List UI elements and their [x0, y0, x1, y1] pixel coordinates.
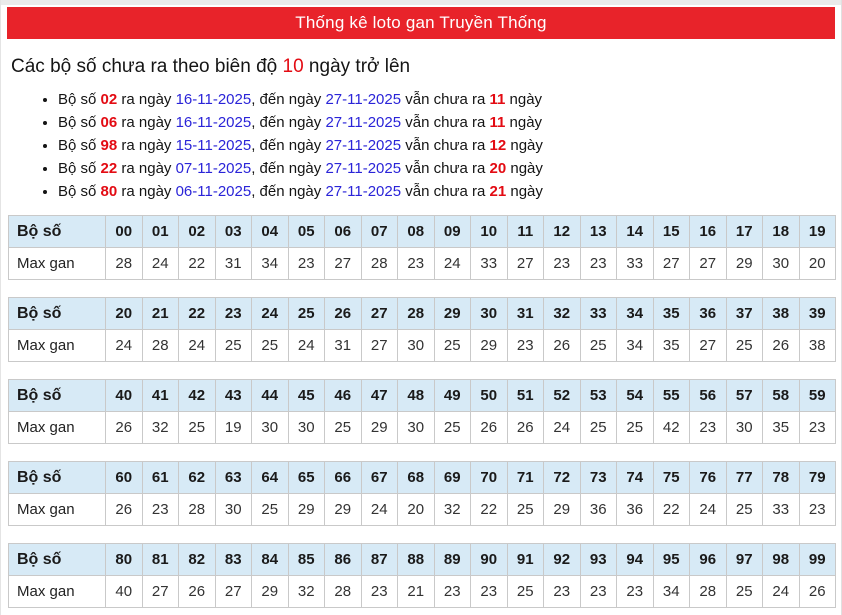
max-gan-value-cell: 32	[434, 494, 471, 526]
bullet-text-p4: vẫn chưa ra	[401, 91, 490, 108]
bo-so-number-cell: 47	[361, 380, 398, 412]
subtitle-prefix: Các bộ số chưa ra theo biên độ	[11, 56, 283, 77]
bo-so-number-cell: 60	[106, 462, 143, 494]
max-gan-value-row	[9, 576, 836, 608]
max-gan-value-cell: 24	[142, 248, 179, 280]
max-gan-value-cell: 27	[690, 330, 727, 362]
max-gan-value-cell: 26	[106, 412, 143, 444]
gan-to-date-link[interactable]: 27-11-2025	[325, 160, 402, 177]
max-gan-value-cell: 23	[580, 248, 617, 280]
max-gan-value-cell: 31	[215, 248, 252, 280]
max-gan-value-cell: 27	[325, 248, 362, 280]
gan-from-date-link[interactable]: 16-11-2025	[175, 91, 252, 108]
gan-number: 06	[100, 114, 118, 131]
max-gan-value-cell: 23	[544, 248, 581, 280]
max-gan-row-label: Max gan	[9, 494, 106, 526]
max-gan-value-cell: 25	[325, 412, 362, 444]
gan-days-count: 11	[489, 114, 506, 131]
gan-to-date-link[interactable]: 27-11-2025	[325, 114, 402, 131]
bullet-text-p3: , đến ngày	[251, 114, 326, 131]
bo-so-number-cell: 25	[288, 298, 325, 330]
max-gan-value-cell: 26	[544, 330, 581, 362]
gan-number: 02	[100, 91, 118, 108]
max-gan-value-cell: 20	[799, 248, 836, 280]
bo-so-number-cell: 23	[215, 298, 252, 330]
max-gan-value-cell: 32	[142, 412, 179, 444]
max-gan-value-cell: 25	[726, 576, 763, 608]
bo-so-number-cell: 44	[252, 380, 289, 412]
bo-so-number-cell: 99	[799, 544, 836, 576]
bo-so-number-cell: 34	[617, 298, 654, 330]
bo-so-number-cell: 16	[690, 216, 727, 248]
bo-so-number-cell: 52	[544, 380, 581, 412]
max-gan-value-cell: 23	[471, 576, 508, 608]
bo-so-number-cell: 13	[580, 216, 617, 248]
gan-days-count: 20	[489, 160, 507, 177]
bo-so-number-cell: 37	[726, 298, 763, 330]
bo-so-number-cell: 24	[252, 298, 289, 330]
max-gan-value-cell: 23	[434, 576, 471, 608]
bo-so-number-cell: 96	[690, 544, 727, 576]
bo-so-number-cell: 14	[617, 216, 654, 248]
max-gan-value-cell: 24	[544, 412, 581, 444]
max-gan-value-cell: 24	[763, 576, 800, 608]
gan-days-count: 21	[489, 183, 507, 200]
max-gan-table	[8, 379, 836, 444]
gan-from-date-link[interactable]: 06-11-2025	[175, 183, 252, 200]
bullet-text-p3: , đến ngày	[251, 183, 326, 200]
bo-so-corner-cell: Bộ số	[9, 216, 106, 248]
bo-so-number-cell: 41	[142, 380, 179, 412]
bo-so-number-cell: 83	[215, 544, 252, 576]
max-gan-table	[8, 461, 836, 526]
bo-so-number-cell: 11	[507, 216, 544, 248]
max-gan-value-cell: 23	[580, 576, 617, 608]
bo-so-number-cell: 87	[361, 544, 398, 576]
max-gan-value-cell: 30	[252, 412, 289, 444]
max-gan-value-cell: 25	[726, 494, 763, 526]
max-gan-value-cell: 25	[726, 330, 763, 362]
bo-so-number-cell: 01	[142, 216, 179, 248]
bo-so-number-cell: 07	[361, 216, 398, 248]
max-gan-value-cell: 26	[179, 576, 216, 608]
max-gan-value-cell: 25	[179, 412, 216, 444]
page-title: Thống kê loto gan Truyền Thống	[295, 13, 547, 32]
max-gan-value-cell: 25	[252, 494, 289, 526]
bo-so-number-cell: 75	[653, 462, 690, 494]
max-gan-value-cell: 23	[544, 576, 581, 608]
max-gan-value-cell: 33	[471, 248, 508, 280]
bo-so-number-cell: 40	[106, 380, 143, 412]
subtitle-suffix: ngày trở lên	[303, 56, 411, 77]
bullet-text-p1: Bộ số	[58, 183, 101, 200]
max-gan-value-cell: 42	[653, 412, 690, 444]
top-strip	[1, 0, 841, 5]
bo-so-number-cell: 36	[690, 298, 727, 330]
max-gan-value-cell: 28	[179, 494, 216, 526]
max-gan-value-cell: 31	[325, 330, 362, 362]
bo-so-number-cell: 79	[799, 462, 836, 494]
bo-so-header-row	[9, 298, 836, 330]
max-gan-value-cell: 27	[690, 248, 727, 280]
bo-so-number-cell: 43	[215, 380, 252, 412]
bo-so-number-cell: 91	[507, 544, 544, 576]
max-gan-value-cell: 25	[507, 576, 544, 608]
max-gan-value-cell: 27	[215, 576, 252, 608]
bo-so-number-cell: 54	[617, 380, 654, 412]
bo-so-number-cell: 15	[653, 216, 690, 248]
max-gan-value-row	[9, 412, 836, 444]
max-gan-value-cell: 23	[142, 494, 179, 526]
bo-so-number-cell: 85	[288, 544, 325, 576]
bo-so-number-cell: 86	[325, 544, 362, 576]
max-gan-value-cell: 25	[580, 330, 617, 362]
gan-number: 22	[100, 160, 118, 177]
bo-so-number-cell: 22	[179, 298, 216, 330]
bo-so-number-cell: 42	[179, 380, 216, 412]
max-gan-value-cell: 23	[361, 576, 398, 608]
bullet-text-p4: vẫn chưa ra	[401, 160, 490, 177]
bo-so-number-cell: 64	[252, 462, 289, 494]
gan-number: 98	[100, 137, 118, 154]
bullet-text-p2: ra ngày	[117, 160, 176, 177]
max-gan-value-cell: 25	[434, 412, 471, 444]
bo-so-number-cell: 31	[507, 298, 544, 330]
bo-so-number-cell: 49	[434, 380, 471, 412]
bullet-text-p5: ngày	[505, 91, 543, 108]
max-gan-value-cell: 24	[106, 330, 143, 362]
bo-so-number-cell: 20	[106, 298, 143, 330]
max-gan-value-cell: 32	[288, 576, 325, 608]
max-gan-value-cell: 26	[507, 412, 544, 444]
gan-number: 80	[100, 183, 118, 200]
bo-so-number-cell: 97	[726, 544, 763, 576]
bo-so-header-row	[9, 544, 836, 576]
bo-so-number-cell: 32	[544, 298, 581, 330]
bo-so-number-cell: 51	[507, 380, 544, 412]
max-gan-value-cell: 38	[799, 330, 836, 362]
gan-list-item	[58, 88, 841, 111]
bullet-text-p1: Bộ số	[58, 160, 101, 177]
max-gan-value-cell: 25	[215, 330, 252, 362]
max-gan-value-cell: 23	[398, 248, 435, 280]
bo-so-number-cell: 66	[325, 462, 362, 494]
bo-so-number-cell: 94	[617, 544, 654, 576]
bo-so-number-cell: 18	[763, 216, 800, 248]
bo-so-number-cell: 38	[763, 298, 800, 330]
gan-from-date-link[interactable]: 15-11-2025	[175, 137, 252, 154]
bo-so-header-row	[9, 380, 836, 412]
bo-so-number-cell: 55	[653, 380, 690, 412]
max-gan-value-cell: 23	[690, 412, 727, 444]
bullet-text-p4: vẫn chưa ra	[401, 137, 490, 154]
max-gan-value-cell: 21	[398, 576, 435, 608]
bo-so-number-cell: 76	[690, 462, 727, 494]
bo-so-corner-cell: Bộ số	[9, 380, 106, 412]
bullet-text-p3: , đến ngày	[251, 91, 326, 108]
gan-list-item	[58, 180, 841, 203]
max-gan-table	[8, 543, 836, 608]
max-gan-table	[8, 297, 836, 362]
bo-so-number-cell: 56	[690, 380, 727, 412]
max-gan-value-cell: 23	[799, 412, 836, 444]
max-gan-value-cell: 29	[471, 330, 508, 362]
max-gan-value-cell: 25	[434, 330, 471, 362]
max-gan-value-cell: 28	[142, 330, 179, 362]
max-gan-value-cell: 26	[763, 330, 800, 362]
bo-so-number-cell: 30	[471, 298, 508, 330]
bullet-text-p1: Bộ số	[58, 137, 101, 154]
bo-so-number-cell: 63	[215, 462, 252, 494]
bo-so-number-cell: 53	[580, 380, 617, 412]
bo-so-header-row	[9, 462, 836, 494]
bo-so-number-cell: 58	[763, 380, 800, 412]
bo-so-number-cell: 81	[142, 544, 179, 576]
bo-so-number-cell: 82	[179, 544, 216, 576]
bo-so-number-cell: 29	[434, 298, 471, 330]
max-gan-value-cell: 23	[288, 248, 325, 280]
max-gan-row-label: Max gan	[9, 412, 106, 444]
bo-so-number-cell: 02	[179, 216, 216, 248]
bo-so-number-cell: 92	[544, 544, 581, 576]
bo-so-number-cell: 48	[398, 380, 435, 412]
gan-days-count: 11	[489, 91, 506, 108]
max-gan-value-cell: 29	[252, 576, 289, 608]
max-gan-value-cell: 29	[544, 494, 581, 526]
bo-so-number-cell: 68	[398, 462, 435, 494]
tables	[1, 215, 841, 608]
max-gan-value-cell: 27	[142, 576, 179, 608]
bo-so-number-cell: 17	[726, 216, 763, 248]
bo-so-number-cell: 57	[726, 380, 763, 412]
max-gan-value-cell: 29	[325, 494, 362, 526]
max-gan-value-cell: 34	[252, 248, 289, 280]
gan-days-count: 12	[489, 137, 507, 154]
bo-so-number-cell: 67	[361, 462, 398, 494]
max-gan-value-cell: 36	[617, 494, 654, 526]
bo-so-number-cell: 10	[471, 216, 508, 248]
max-gan-value-cell: 22	[471, 494, 508, 526]
bo-so-number-cell: 08	[398, 216, 435, 248]
max-gan-value-cell: 22	[653, 494, 690, 526]
bullet-text-p5: ngày	[506, 137, 543, 154]
bo-so-corner-cell: Bộ số	[9, 462, 106, 494]
bo-so-number-cell: 09	[434, 216, 471, 248]
max-gan-value-cell: 27	[361, 330, 398, 362]
bullet-text-p2: ra ngày	[117, 137, 176, 154]
bo-so-number-cell: 03	[215, 216, 252, 248]
bo-so-number-cell: 45	[288, 380, 325, 412]
bo-so-number-cell: 50	[471, 380, 508, 412]
gan-list-item	[58, 157, 841, 180]
max-gan-value-cell: 29	[726, 248, 763, 280]
bo-so-number-cell: 73	[580, 462, 617, 494]
bullet-text-p2: ra ngày	[117, 91, 176, 108]
max-gan-value-cell: 30	[288, 412, 325, 444]
bo-so-number-cell: 12	[544, 216, 581, 248]
bo-so-number-cell: 19	[799, 216, 836, 248]
gan-to-date-link[interactable]: 27-11-2025	[325, 91, 402, 108]
max-gan-value-cell: 24	[179, 330, 216, 362]
bullet-text-p3: , đến ngày	[251, 160, 326, 177]
max-gan-value-cell: 30	[763, 248, 800, 280]
bo-so-number-cell: 89	[434, 544, 471, 576]
max-gan-row-label: Max gan	[9, 576, 106, 608]
bo-so-number-cell: 90	[471, 544, 508, 576]
max-gan-value-cell: 23	[507, 330, 544, 362]
max-gan-value-cell: 25	[617, 412, 654, 444]
bo-so-number-cell: 46	[325, 380, 362, 412]
bullet-text-p5: ngày	[506, 160, 543, 177]
max-gan-value-cell: 34	[653, 576, 690, 608]
subtitle	[11, 56, 841, 78]
bo-so-number-cell: 80	[106, 544, 143, 576]
max-gan-value-cell: 24	[361, 494, 398, 526]
bo-so-number-cell: 39	[799, 298, 836, 330]
bo-so-number-cell: 69	[434, 462, 471, 494]
bo-so-number-cell: 06	[325, 216, 362, 248]
page-header-bar	[7, 7, 835, 39]
max-gan-value-cell: 24	[288, 330, 325, 362]
max-gan-value-cell: 30	[398, 412, 435, 444]
max-gan-value-cell: 23	[799, 494, 836, 526]
max-gan-value-cell: 40	[106, 576, 143, 608]
gan-list	[1, 88, 841, 203]
max-gan-value-cell: 25	[507, 494, 544, 526]
bullet-text-p5: ngày	[506, 183, 543, 200]
gan-from-date-link[interactable]: 07-11-2025	[175, 160, 252, 177]
max-gan-value-cell: 33	[763, 494, 800, 526]
gan-to-date-link[interactable]: 27-11-2025	[325, 183, 402, 200]
bo-so-number-cell: 62	[179, 462, 216, 494]
max-gan-value-cell: 26	[471, 412, 508, 444]
max-gan-value-cell: 20	[398, 494, 435, 526]
gan-list-item	[58, 134, 841, 157]
max-gan-row-label: Max gan	[9, 330, 106, 362]
max-gan-value-row	[9, 494, 836, 526]
max-gan-value-row	[9, 330, 836, 362]
max-gan-value-cell: 19	[215, 412, 252, 444]
bo-so-number-cell: 78	[763, 462, 800, 494]
gan-list-item	[58, 111, 841, 134]
bo-so-header-row	[9, 216, 836, 248]
bo-so-number-cell: 88	[398, 544, 435, 576]
max-gan-value-cell: 28	[690, 576, 727, 608]
max-gan-row-label: Max gan	[9, 248, 106, 280]
max-gan-table	[8, 215, 836, 280]
max-gan-value-cell: 24	[690, 494, 727, 526]
max-gan-value-cell: 30	[398, 330, 435, 362]
gan-to-date-link[interactable]: 27-11-2025	[325, 137, 402, 154]
bo-so-number-cell: 61	[142, 462, 179, 494]
max-gan-value-cell: 29	[361, 412, 398, 444]
bullet-text-p1: Bộ số	[58, 114, 101, 131]
bo-so-number-cell: 95	[653, 544, 690, 576]
max-gan-value-cell: 34	[617, 330, 654, 362]
max-gan-value-cell: 25	[252, 330, 289, 362]
bullet-text-p5: ngày	[505, 114, 543, 131]
bo-so-number-cell: 33	[580, 298, 617, 330]
bo-so-number-cell: 93	[580, 544, 617, 576]
subtitle-threshold: 10	[282, 56, 304, 77]
bo-so-number-cell: 27	[361, 298, 398, 330]
bo-so-number-cell: 05	[288, 216, 325, 248]
bo-so-corner-cell: Bộ số	[9, 544, 106, 576]
max-gan-value-cell: 22	[179, 248, 216, 280]
max-gan-value-cell: 33	[617, 248, 654, 280]
bo-so-number-cell: 84	[252, 544, 289, 576]
bo-so-number-cell: 59	[799, 380, 836, 412]
max-gan-value-cell: 28	[325, 576, 362, 608]
bo-so-number-cell: 65	[288, 462, 325, 494]
max-gan-value-cell: 35	[653, 330, 690, 362]
bullet-text-p3: , đến ngày	[251, 137, 326, 154]
bo-so-number-cell: 28	[398, 298, 435, 330]
max-gan-value-cell: 35	[763, 412, 800, 444]
max-gan-value-cell: 29	[288, 494, 325, 526]
max-gan-value-cell: 30	[726, 412, 763, 444]
bullet-text-p2: ra ngày	[117, 183, 176, 200]
max-gan-value-cell: 24	[434, 248, 471, 280]
bullet-text-p2: ra ngày	[117, 114, 176, 131]
bo-so-corner-cell: Bộ số	[9, 298, 106, 330]
max-gan-value-cell: 27	[653, 248, 690, 280]
bo-so-number-cell: 74	[617, 462, 654, 494]
max-gan-value-cell: 26	[106, 494, 143, 526]
bo-so-number-cell: 04	[252, 216, 289, 248]
max-gan-value-row	[9, 248, 836, 280]
gan-from-date-link[interactable]: 16-11-2025	[175, 114, 252, 131]
max-gan-value-cell: 25	[580, 412, 617, 444]
bo-so-number-cell: 77	[726, 462, 763, 494]
bullet-text-p1: Bộ số	[58, 91, 101, 108]
max-gan-value-cell: 36	[580, 494, 617, 526]
bo-so-number-cell: 72	[544, 462, 581, 494]
bo-so-number-cell: 70	[471, 462, 508, 494]
max-gan-value-cell: 28	[106, 248, 143, 280]
bo-so-number-cell: 35	[653, 298, 690, 330]
max-gan-value-cell: 23	[617, 576, 654, 608]
bullet-text-p4: vẫn chưa ra	[401, 183, 490, 200]
bo-so-number-cell: 26	[325, 298, 362, 330]
max-gan-value-cell: 28	[361, 248, 398, 280]
max-gan-value-cell: 27	[507, 248, 544, 280]
bullet-text-p4: vẫn chưa ra	[401, 114, 490, 131]
max-gan-value-cell: 30	[215, 494, 252, 526]
bo-so-number-cell: 00	[106, 216, 143, 248]
bo-so-number-cell: 21	[142, 298, 179, 330]
bo-so-number-cell: 98	[763, 544, 800, 576]
max-gan-value-cell: 26	[799, 576, 836, 608]
bo-so-number-cell: 71	[507, 462, 544, 494]
